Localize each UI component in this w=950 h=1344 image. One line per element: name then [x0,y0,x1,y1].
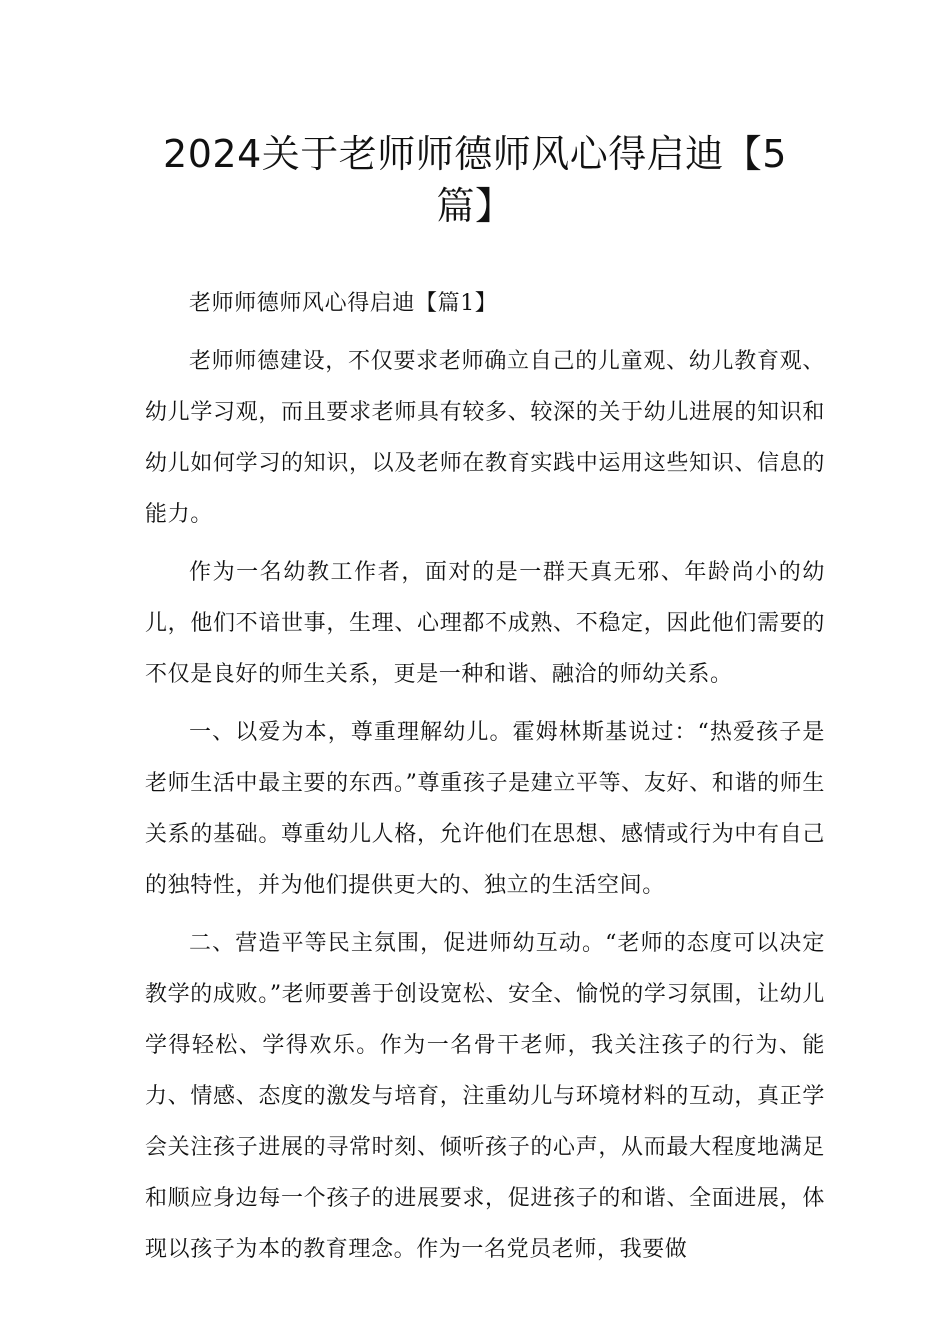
section-heading: 老师师德师风心得启迪【篇1】 [189,291,498,316]
paragraph-3: 一、以爱为本，尊重理解幼儿。霍姆林斯基说过：“热爱孩子是老师生活中最主要的东西。”尊重孩子是建立平等、友好、和谐的师生关系的基础。尊重幼儿人格，允许他们在思想、感情或行为中有自己的独特性，并为他们提供更大的、独立的生活空间。 [145,720,825,898]
paragraph-4: 二、营造平等民主氛围，促进师幼互动。“老师的态度可以决定教学的成败。”老师要善于创设宽松、安全、愉悦的学习氛围，让幼儿学得轻松、学得欢乐。作为一名骨干老师，我关注孩子的行为、能力、情感、态度的激发与培育，注重幼儿与环境材料的互动，真正学会关注孩子进展的寻常时刻、倾听孩子的心声，从而最大程度地满足和顺应身边每一个孩子的进展要求，促进孩子的和谐、全面进展，体现以孩子为本的教育理念。作为一名党员老师，我要做 [145,931,825,1262]
document-title: 2024关于老师师德师风心得启迪【5篇】 [163,132,787,228]
paragraph-1: 老师师德建设，不仅要求老师确立自己的儿童观、幼儿教育观、幼儿学习观，而且要求老师具有较多、较深的关于幼儿进展的知识和幼儿如何学习的知识，以及老师在教育实践中运用这些知识、信息的能力。 [145,349,825,527]
document-body [145,278,825,1275]
paragraph-2: 作为一名幼教工作者，面对的是一群天真无邪、年龄尚小的幼儿，他们不谙世事，生理、心理都不成熟、不稳定，因此他们需要的不仅是良好的师生关系，更是一种和谐、融洽的师幼关系。 [145,560,825,687]
